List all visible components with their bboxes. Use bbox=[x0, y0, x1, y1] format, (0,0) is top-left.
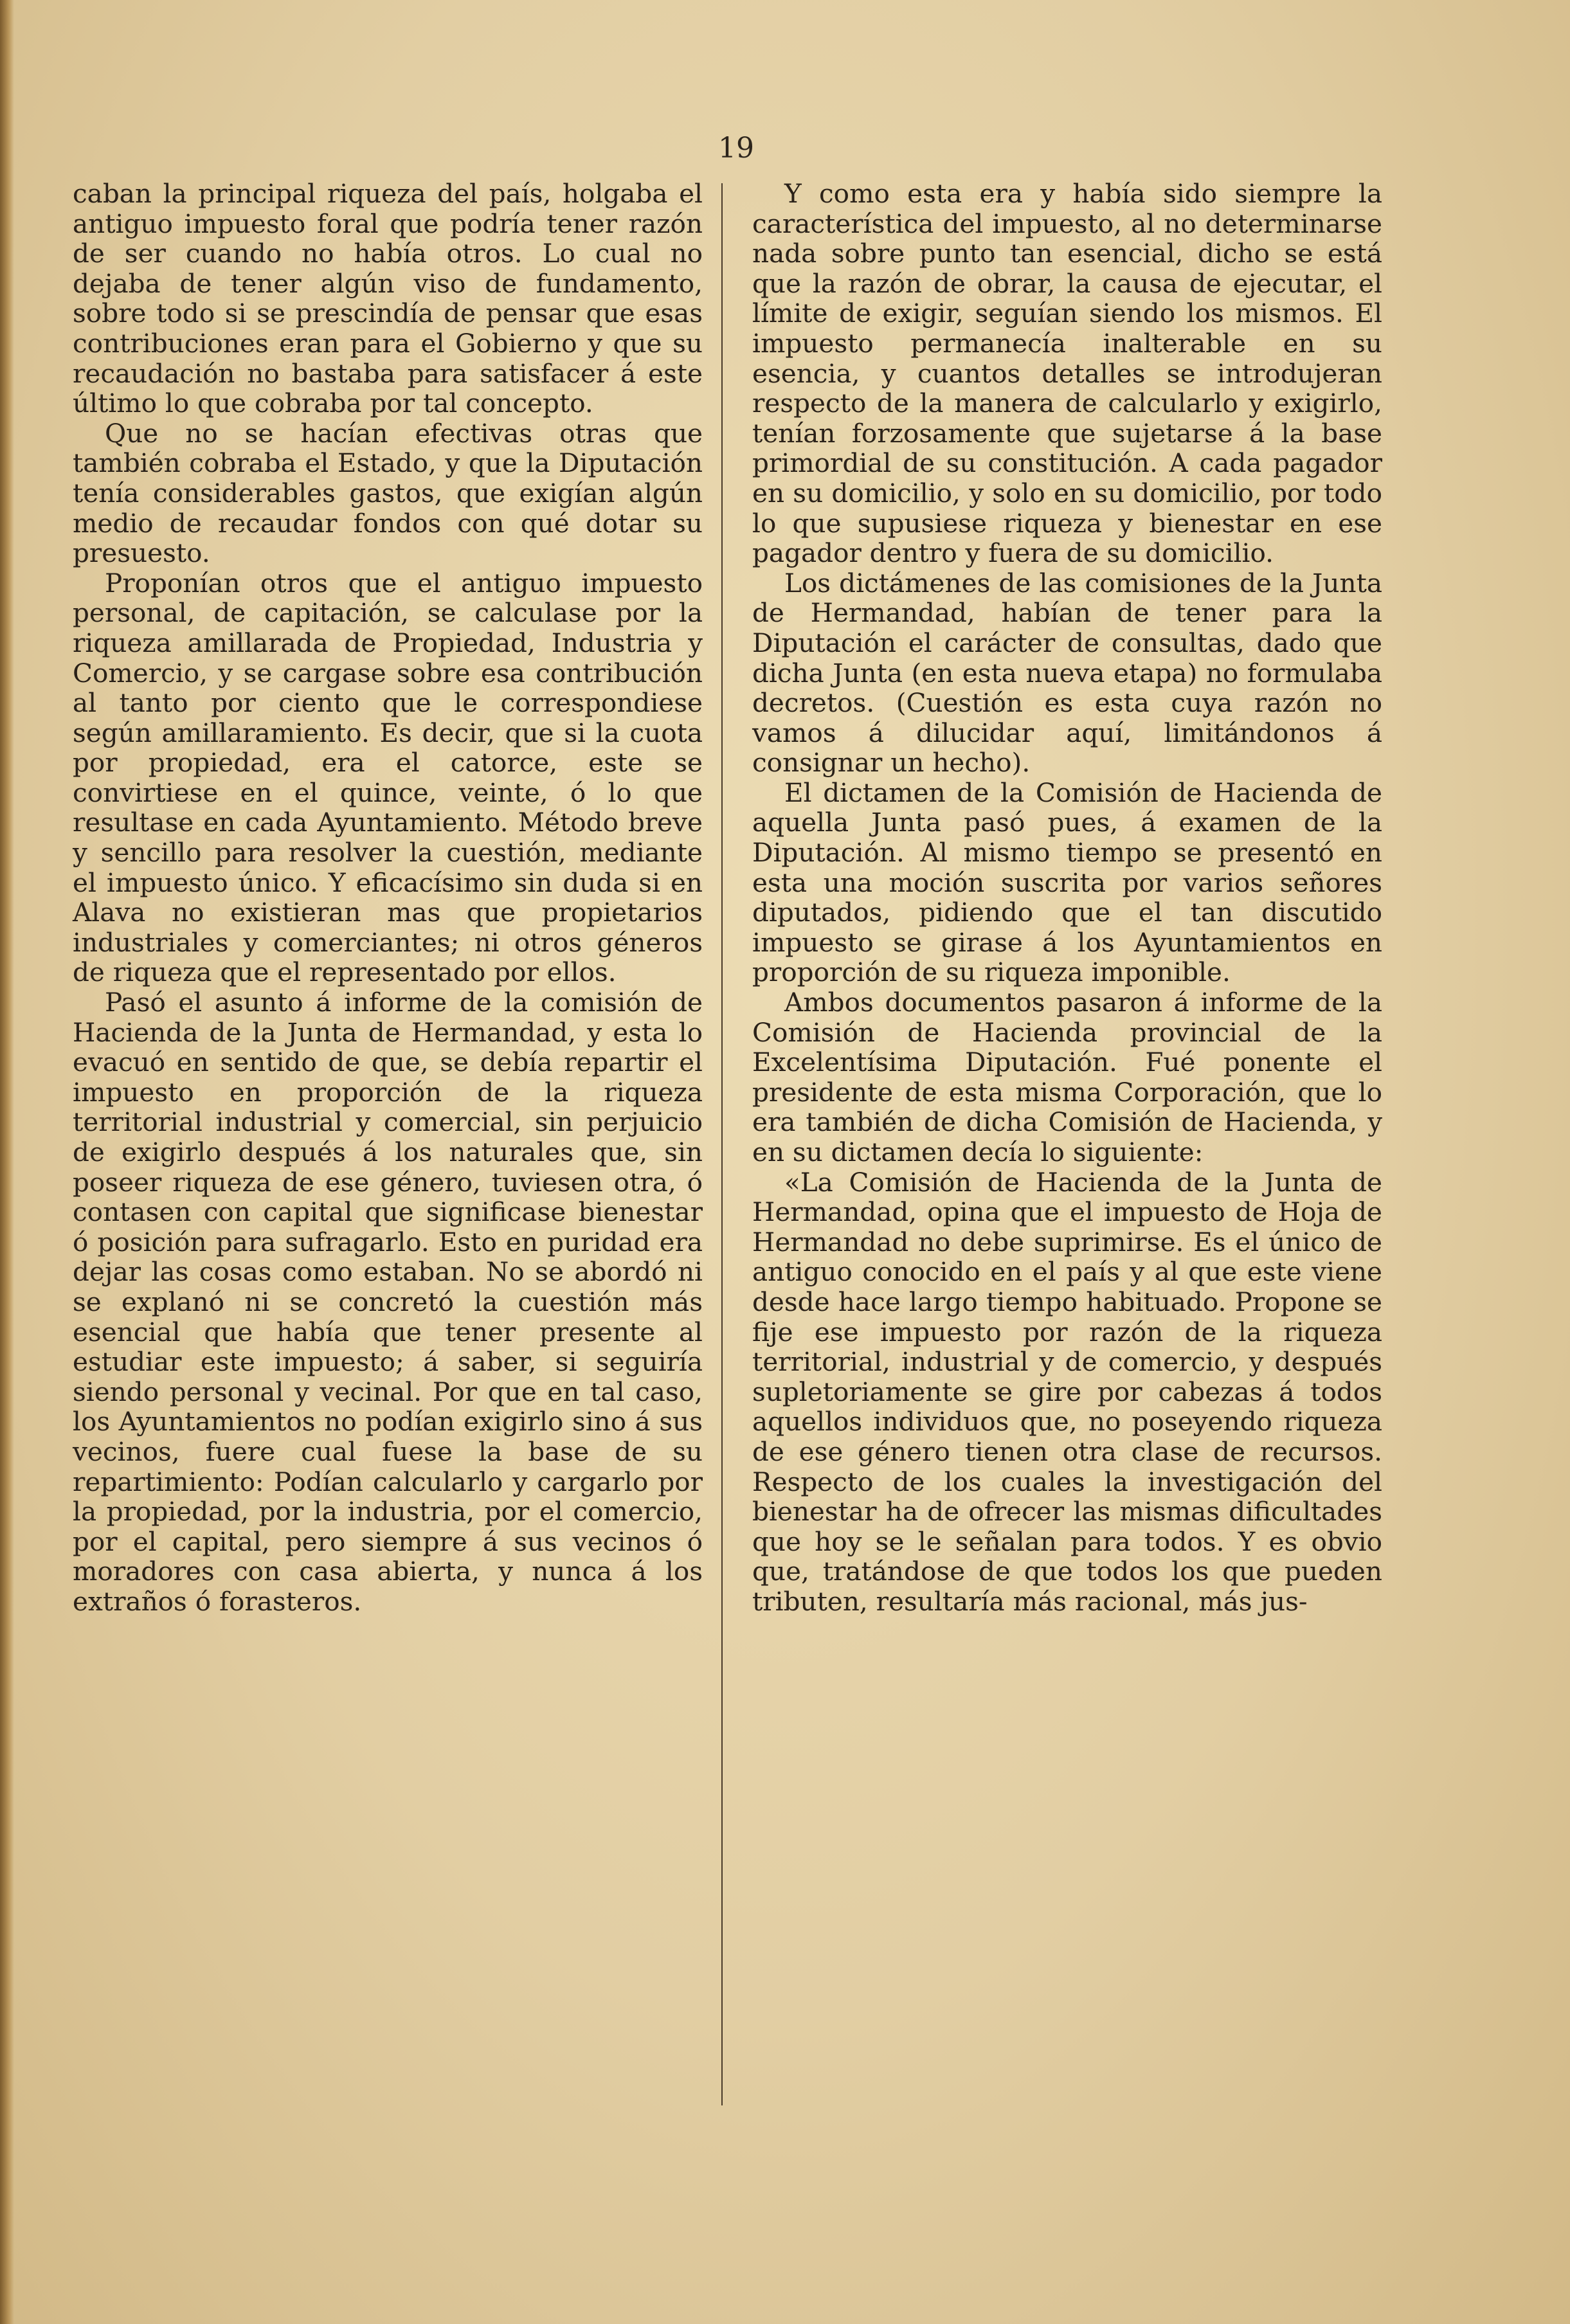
column-divider bbox=[721, 183, 723, 2105]
right-column bbox=[752, 179, 1382, 1617]
paragraph: caban la principal riqueza del país, holgaba el antiguo impuesto foral que podría tener razón de ser cuando no había otros. Lo cual no dejaba de tener algún viso de fundamento, sobre todo si se prescindía de pensar que esas contribuciones eran para el Gobierno y que su recaudación no bastaba para satisfacer á este último lo que cobraba por tal concepto. bbox=[73, 178, 703, 419]
paragraph: El dictamen de la Comisión de Hacienda de aquella Junta pasó pues, á examen de la Diputación. Al mismo tiempo se presentó en esta una moción suscrita por varios señores diputados, pidiendo que el tan discutido impuesto se girase á los Ayuntamientos en proporción de su riqueza imponible. bbox=[752, 777, 1382, 988]
left-column bbox=[73, 179, 703, 1617]
paragraph: Pasó el asunto á informe de la comisión de Hacienda de la Junta de Hermandad, y esta lo evacuó en sentido de que, se debía repartir el impuesto en proporción de la riqueza territorial industrial y comercial, sin perjuicio de exigirlo después á los naturales que, sin poseer riqueza de ese género, tuviesen otra, ó contasen con capital que significase bienestar ó posición para sufragarlo. Esto en puridad era dejar las cosas como estaban. No se abordó ni se explanó ni se concretó la cuestión más esencial que había que tener presente al estudiar este impuesto; á saber, si seguiría siendo personal y vecinal. Por que en tal caso, los Ayuntamientos no podían exigirlo sino á sus vecinos, fuere cual fuese la base de su repartimiento: Podían calcularlo y cargarlo por la propiedad, por la industria, por el comercio, por el capital, pero siempre á sus vecinos ó moradores con casa abierta, y nunca á los extraños ó forasteros. bbox=[73, 987, 703, 1617]
paragraph: Proponían otros que el antiguo impuesto personal, de capitación, se calculase por la riqueza amillarada de Propiedad, Industria y Comercio, y se cargase sobre esa contribución al tanto por ciento que le correspondiese según amillaramiento. Es decir, que si la cuota por propiedad, era el catorce, este se convirtiese en el quince, veinte, ó lo que resultase en cada Ayuntamiento. Método breve y sencillo para resolver la cuestión, mediante el impuesto único. Y eficacísimo sin duda si en Alava no existieran mas que propietarios industriales y comerciantes; ni otros géneros de riqueza que el representado por ellos. bbox=[73, 567, 703, 988]
paragraph: Los dictámenes de las comisiones de la Junta de Hermandad, habían de tener para la Diputación el carácter de consultas, dado que dicha Junta (en esta nueva etapa) no formulaba decretos. (Cuestión es esta cuya razón no vamos á dilucidar aquí, limitándonos á consignar un hecho). bbox=[752, 567, 1382, 779]
paragraph: Que no se hacían efectivas otras que también cobraba el Estado, y que la Diputación tenía considerables gastos, que exigían algún medio de recaudar fondos con qué dotar su presuesto. bbox=[73, 417, 703, 569]
paragraph: «La Comisión de Hacienda de la Junta de Hermandad, opina que el impuesto de Hoja de Hermandad no debe suprimirse. Es el único de antiguo conocido en el país y al que este viene desde hace largo tiempo habituado. Propone se fije ese impuesto por razón de la riqueza territorial, industrial y de comercio, y después supletoriamente se gire por cabezas á todos aquellos individuos que, no poseyendo riqueza de ese género tienen otra clase de recursos. Respecto de los cuales la investigación del bienestar ha de ofrecer las mismas dificultades que hoy se le señalan para todos. Y es obvio que, tratándose de que todos los que pueden tributen, resultaría más racional, más jus- bbox=[752, 1166, 1382, 1617]
page-number: 19 bbox=[718, 132, 754, 165]
paragraph: Ambos documentos pasaron á informe de la Comisión de Hacienda provincial de la Excelentísima Diputación. Fué ponente el presidente de esta misma Corporación, que lo era también de dicha Comisión de Hacienda, y en su dictamen decía lo siguiente: bbox=[752, 987, 1382, 1167]
page-binding-edge bbox=[0, 0, 14, 2324]
paragraph: Y como esta era y había sido siempre la característica del impuesto, al no determinarse nada sobre punto tan esencial, dicho se está que la razón de obrar, la causa de ejecutar, el límite de exigir, seguían siendo los mismos. El impuesto permanecía inalterable en su esencia, y cuantos detalles se introdujeran respecto de la manera de calcularlo y exigirlo, tenían forzosamente que sujetarse á la base primordial de su constitución. A cada pagador en su domicilio, y solo en su domicilio, por todo lo que supusiese riqueza y bienestar en ese pagador dentro y fuera de su domicilio. bbox=[752, 178, 1382, 569]
